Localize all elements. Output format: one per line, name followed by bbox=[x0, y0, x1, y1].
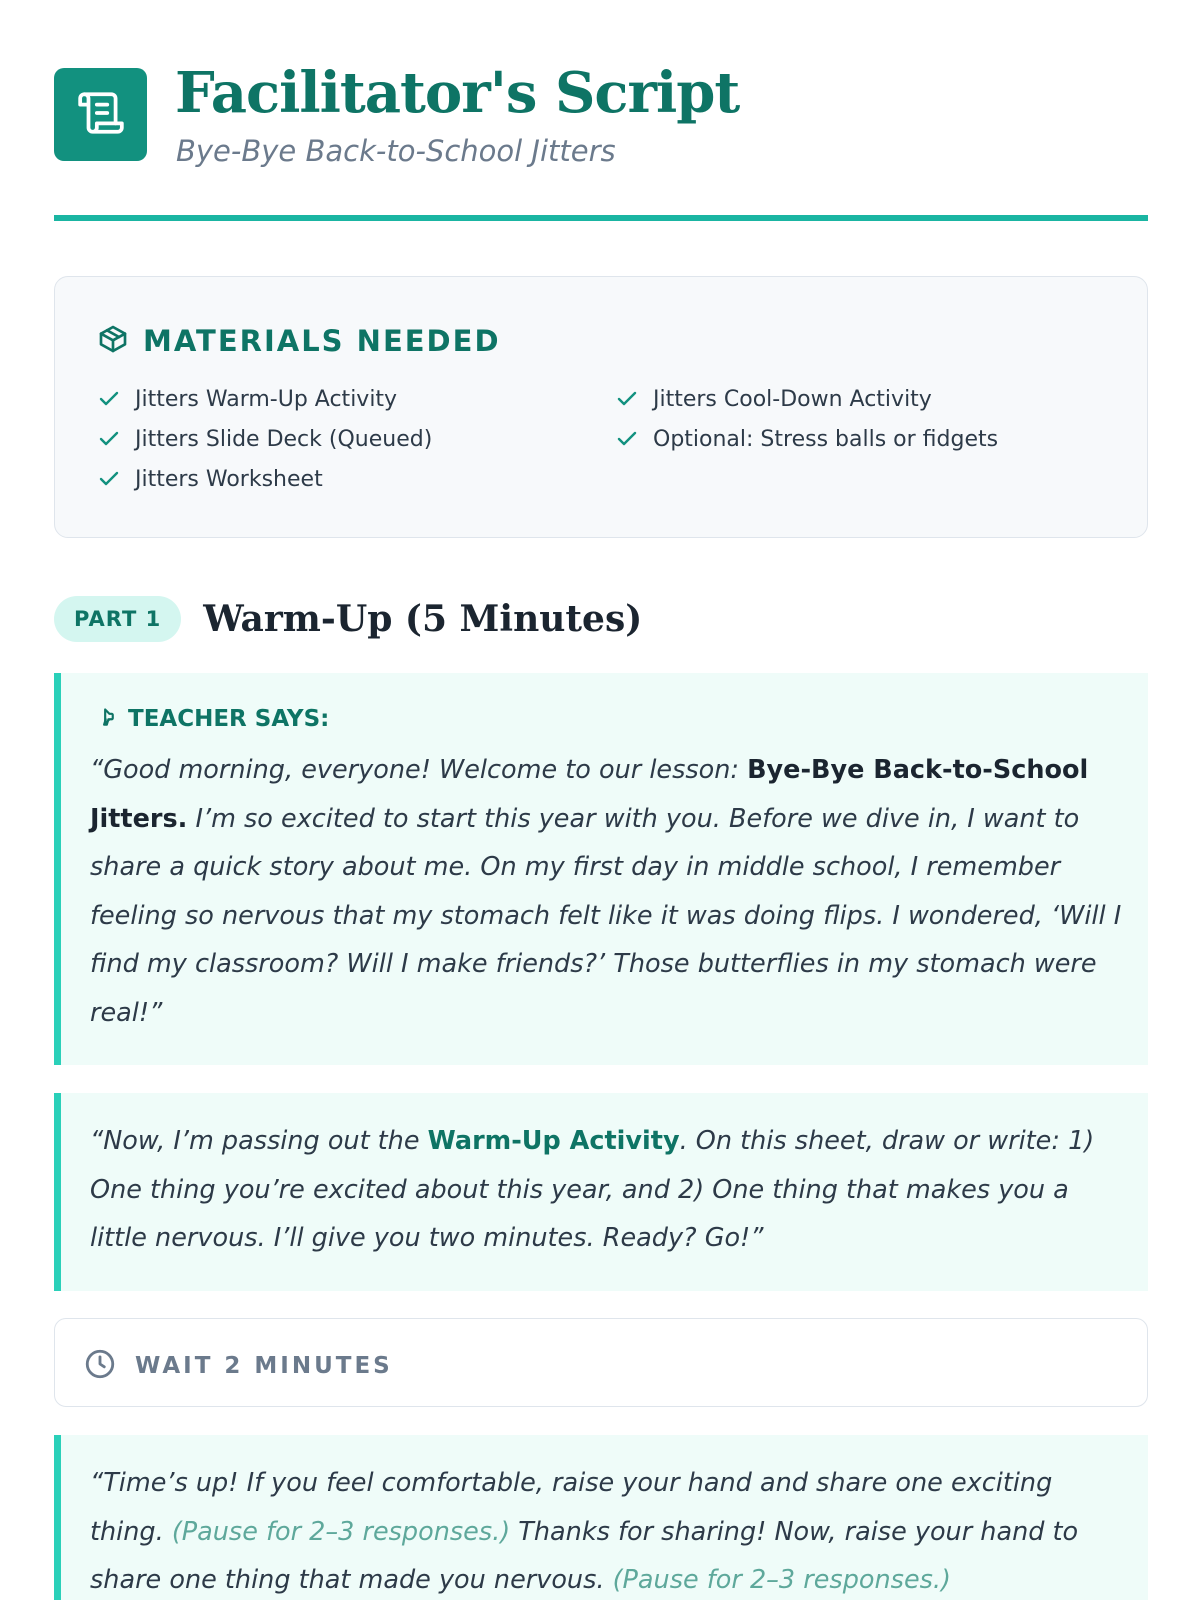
logo bbox=[54, 68, 147, 161]
megaphone-icon bbox=[90, 703, 116, 735]
header-divider bbox=[54, 215, 1148, 221]
say-text-segment: “Good morning, everyone! Welcome to our lesson: bbox=[90, 755, 748, 785]
pause-note: (Pause for 2–3 responses.) bbox=[612, 1565, 951, 1595]
material-label: Jitters Warm-Up Activity bbox=[135, 386, 398, 412]
materials-title: MATERIALS NEEDED bbox=[143, 324, 501, 358]
page-title: Facilitator's Script bbox=[175, 60, 740, 126]
material-label: Optional: Stress balls or fidgets bbox=[653, 426, 999, 452]
material-label: Jitters Slide Deck (Queued) bbox=[135, 426, 433, 452]
wait-label: WAIT 2 MINUTES bbox=[135, 1353, 393, 1379]
warm-up-activity-highlight: Warm-Up Activity bbox=[427, 1126, 680, 1156]
scroll-icon bbox=[76, 88, 126, 142]
lesson-title-emphasis: Bye-Bye Back-to-School Jitters. bbox=[90, 755, 1089, 834]
page-subtitle: Bye-Bye Back-to-School Jitters bbox=[176, 134, 616, 168]
materials-heading bbox=[97, 323, 501, 359]
say-text-segment: “Now, I’m passing out the bbox=[90, 1126, 428, 1156]
part-title: Warm-Up (5 Minutes) bbox=[203, 598, 643, 640]
check-icon bbox=[97, 387, 135, 411]
part-badge: PART 1 bbox=[54, 596, 181, 642]
teacher-says-block bbox=[54, 1093, 1148, 1291]
pause-note: (Pause for 2–3 responses.) bbox=[171, 1516, 511, 1547]
materials-list-left bbox=[97, 379, 432, 499]
wait-timer-card bbox=[54, 1318, 1148, 1407]
part-heading bbox=[54, 594, 642, 644]
list-item bbox=[97, 419, 432, 459]
teacher-says-text bbox=[90, 1459, 1122, 1600]
clock-icon bbox=[83, 1347, 117, 1385]
material-label: Jitters Cool-Down Activity bbox=[653, 386, 932, 412]
say-text-segment: I’m so excited to start this year with you. Before we dive in, I want to share a quick story about me. On my first day in middle school, I remember feeling so nervous that my stomach felt like it was doing flips. I wondered, ‘Will I find my classroom? Will I make friends?’ Those butterflies in my stomach were real!” bbox=[90, 803, 1122, 1028]
check-icon bbox=[615, 427, 653, 451]
check-icon bbox=[97, 427, 135, 451]
teacher-says-text bbox=[90, 746, 1122, 1037]
package-icon bbox=[97, 323, 129, 359]
list-item bbox=[97, 459, 432, 499]
page-header bbox=[54, 62, 1148, 222]
materials-card bbox=[54, 276, 1148, 538]
say-text-segment: “Time’s up! If you feel comfortable, raise your hand and share one exciting thing. bbox=[90, 1468, 1053, 1547]
material-label: Jitters Worksheet bbox=[135, 466, 323, 492]
list-item bbox=[615, 419, 998, 459]
teacher-says-heading bbox=[90, 703, 329, 735]
teacher-says-label: TEACHER SAYS: bbox=[128, 706, 330, 732]
say-text-segment: . On this sheet, draw or write: 1) One thing you’re excited about this year, and 2) One thing that makes you a little nervous. I’ll give you two minutes. Ready? Go!” bbox=[90, 1126, 1095, 1253]
teacher-says-text bbox=[90, 1117, 1122, 1263]
say-text-segment: Thanks for sharing! Now, raise your hand to share one thing that made you nervous. bbox=[90, 1516, 1079, 1595]
check-icon bbox=[97, 467, 135, 491]
list-item bbox=[615, 379, 998, 419]
check-icon bbox=[615, 387, 653, 411]
list-item bbox=[97, 379, 432, 419]
teacher-says-block bbox=[54, 673, 1148, 1065]
materials-list-right bbox=[615, 379, 998, 459]
teacher-says-block bbox=[54, 1435, 1148, 1600]
